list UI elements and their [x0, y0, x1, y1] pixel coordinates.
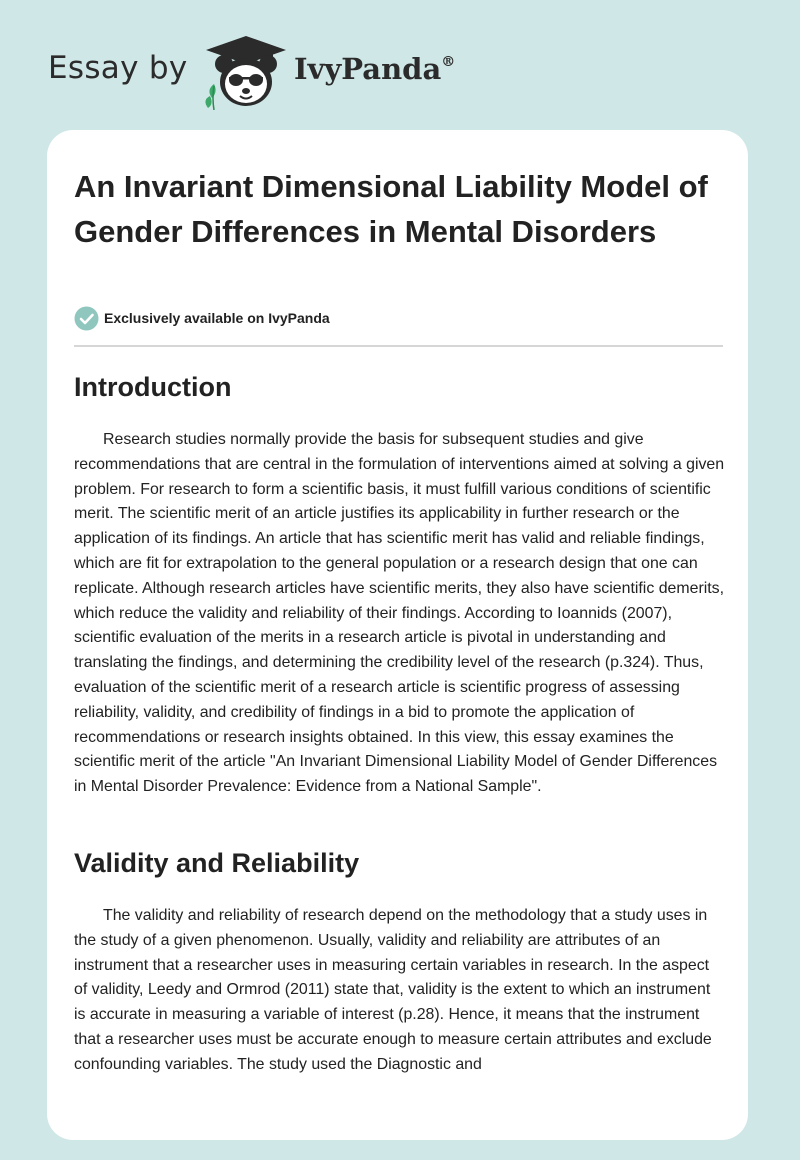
registered-mark: ® — [441, 54, 456, 70]
essay-by-label: Essay by — [48, 50, 188, 86]
ivypanda-brand[interactable] — [294, 52, 455, 86]
essay-card — [47, 130, 748, 1140]
section-paragraph-introduction: Research studies normally provide the basis for subsequent studies and give recommendations that are central in the formulation of interventions aimed at solving a given problem. For research to form a scientific basis, it must fulfill various conditions of scientific merit. The scientific merit of an article justifies its applicability in further research or the application of its findings. An article that has scientific merit has valid and reliable findings, which are fit for extrapolation to the general population or a research design that one can replicate. Although research articles have scientific merits, they also have scientific demerits, which reduce the validity and reliability of their findings. According to Ioannids (2007), scientific evaluation of the merits in a research article is pivotal in understanding and translating the findings, and determining the credibility level of the research (p.324). Thus, evaluation of the scientific merit of a research article is scientific progress of assessing reliability, validity, and credibility of findings in a bid to promote the application of recommendations or research insights obtained. In this view, this essay examines the scientific merit of the article "An Invariant Dimensional Liability Model of Gender Differences in Mental Disorder Prevalence: Evidence from a National Sample". — [74, 431, 725, 796]
section-heading-validity: Validity and Reliability — [74, 848, 360, 878]
ivypanda-logo-icon[interactable] — [200, 34, 292, 110]
section-heading-introduction: Introduction — [74, 372, 232, 402]
site-header — [0, 0, 800, 130]
exclusive-label: Exclusively available on IvyPanda — [104, 310, 330, 326]
brand-name: IvyPanda — [294, 52, 442, 86]
section-paragraph-validity: The validity and reliability of research depend on the methodology that a study uses in the study of a given phenomenon. Usually, validity and reliability are attributes of an instrument that a researcher uses in measuring certain variables in research. In the aspect of validity, Leedy and Ormrod (2011) state that, validity is the extent to which an instrument is accurate in measuring a variable of interest (p.28). Hence, it means that the instrument that a researcher uses must be accurate enough to measure certain attributes and exclude confounding variables. The study used the Diagnostic and — [74, 907, 712, 1073]
exclusive-badge — [74, 305, 330, 331]
essay-title: An Invariant Dimensional Liability Model of Gender Differences in Mental Disorders — [74, 169, 708, 249]
check-circle-icon — [74, 306, 99, 331]
title-divider — [74, 345, 723, 347]
